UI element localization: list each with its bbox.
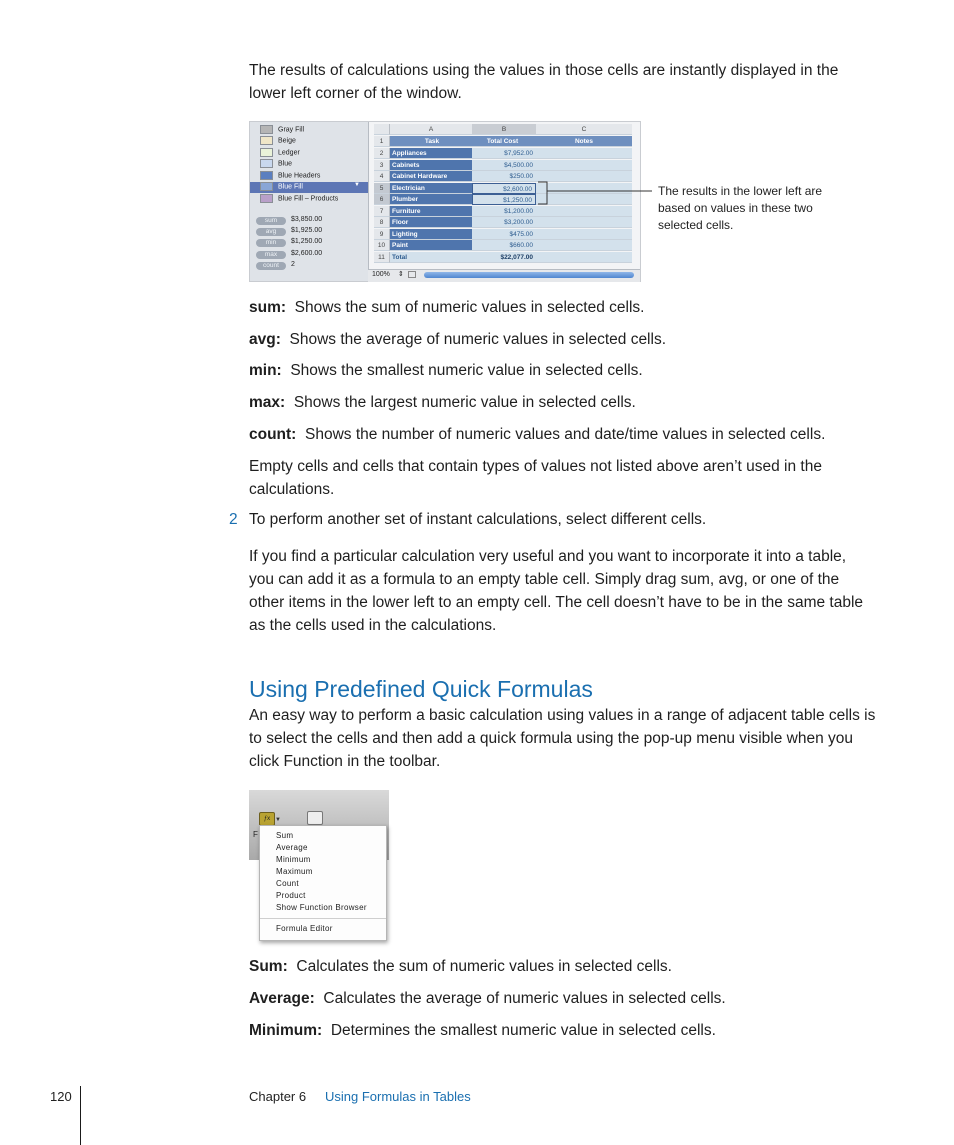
chevron-down-icon: ▼ bbox=[275, 817, 281, 823]
menu-item-show-function-browser[interactable]: Show Function Browser bbox=[276, 903, 367, 912]
notes-cell bbox=[536, 252, 632, 263]
footer-chapter: Chapter 6 bbox=[249, 1089, 307, 1104]
menu-item-minimum[interactable]: Minimum bbox=[276, 855, 311, 864]
status-bar bbox=[368, 269, 640, 282]
row-number: 6 bbox=[374, 194, 390, 205]
task-cell: Furniture bbox=[390, 206, 472, 217]
function-icon: ƒx bbox=[259, 812, 275, 826]
calc-label-max: max bbox=[256, 251, 286, 259]
page-icon bbox=[408, 271, 416, 278]
definition-average-formula: Average: Calculates the average of numeric values in selected cells. bbox=[249, 990, 726, 1007]
task-cell: Lighting bbox=[390, 229, 472, 240]
task-cell: Paint bbox=[390, 240, 472, 251]
definition-max: max: Shows the largest numeric value in selected cells. bbox=[249, 394, 636, 411]
footer-chapter-title: Using Formulas in Tables bbox=[325, 1089, 471, 1104]
task-cell: Cabinet Hardware bbox=[390, 171, 472, 182]
calc-label-count: count bbox=[256, 262, 286, 270]
cost-cell: $4,500.00 bbox=[472, 160, 536, 171]
cost-cell: $475.00 bbox=[472, 229, 536, 240]
cost-cell: $1,200.00 bbox=[472, 206, 536, 217]
menu-item-sum[interactable]: Sum bbox=[276, 831, 294, 840]
swatch-icon bbox=[260, 148, 273, 157]
calc-label-sum: sum bbox=[256, 217, 286, 225]
cost-cell: $22,077.00 bbox=[472, 252, 536, 263]
calc-value-max: $2,600.00 bbox=[291, 250, 323, 257]
empty-cells-note: Empty cells and cells that contain types of values not listed above aren’t used in the calculations. bbox=[249, 458, 822, 498]
task-cell: Electrician bbox=[390, 183, 472, 194]
header-notes: Notes bbox=[536, 136, 632, 147]
definition-minimum-formula: Minimum: Determines the smallest numeric value in selected cells. bbox=[249, 1022, 716, 1039]
task-cell: Appliances bbox=[390, 148, 472, 159]
step-text: To perform another set of instant calculations, select different cells. bbox=[249, 511, 707, 528]
calc-value-min: $1,250.00 bbox=[291, 238, 323, 245]
find-paragraph: If you find a particular calculation very useful and you want to incorporate it into a table, you can add it as a formula to an empty table cell. Simply drag sum, avg, or one of the other items in the lower left to an empty cell. The cell doesn’t have to be in the same table as the cells used in the calculations. bbox=[249, 548, 864, 634]
column-header-a: A bbox=[390, 124, 472, 135]
section-intro: An easy way to perform a basic calculation using values in a range of adjacent table cells is to select the cells and then add a quick formula using the pop-up menu visible when you click Function in the toolbar. bbox=[249, 707, 876, 770]
calc-value-count: 2 bbox=[291, 261, 295, 268]
zoom-stepper-icon: ⇕ bbox=[398, 271, 404, 278]
calc-label-avg: avg bbox=[256, 228, 286, 236]
function-menu-screenshot bbox=[249, 790, 389, 940]
swatch-icon bbox=[260, 194, 273, 203]
callout-line bbox=[534, 180, 654, 210]
dropdown-arrow-icon: ▼ bbox=[354, 182, 360, 188]
style-item: Ledger bbox=[260, 148, 300, 159]
notes-cell bbox=[536, 160, 632, 171]
row-number: 2 bbox=[374, 148, 390, 159]
page-number: 120 bbox=[50, 1089, 72, 1104]
row-number: 4 bbox=[374, 171, 390, 182]
cost-cell: $7,952.00 bbox=[472, 148, 536, 159]
definition-min: min: Shows the smallest numeric value in selected cells. bbox=[249, 362, 643, 379]
menu-item-formula-editor[interactable]: Formula Editor bbox=[276, 924, 333, 933]
function-popup-menu bbox=[259, 825, 387, 941]
swatch-icon bbox=[260, 159, 273, 168]
row-number: 5 bbox=[374, 183, 390, 194]
row-number: 1 bbox=[374, 136, 390, 147]
calc-value-sum: $3,850.00 bbox=[291, 216, 323, 223]
style-item: Blue Fill – Products bbox=[260, 194, 338, 205]
menu-item-average[interactable]: Average bbox=[276, 843, 308, 852]
row-number: 11 bbox=[374, 252, 390, 263]
zoom-level: 100% bbox=[372, 271, 390, 278]
row-number: 9 bbox=[374, 229, 390, 240]
intro-paragraph: The results of calculations using the values in those cells are instantly displayed in the lower left corner of the window. bbox=[249, 62, 839, 102]
menu-item-count[interactable]: Count bbox=[276, 879, 299, 888]
definition-count: count: Shows the number of numeric values and date/time values in selected cells. bbox=[249, 426, 826, 443]
style-item-selected: Blue Fill ▼ bbox=[250, 182, 368, 193]
swatch-icon bbox=[260, 125, 273, 134]
task-cell: Plumber bbox=[390, 194, 472, 205]
section-heading: Using Predefined Quick Formulas bbox=[249, 676, 593, 702]
column-header-b: B bbox=[472, 124, 536, 135]
column-header-c: C bbox=[536, 124, 632, 135]
notes-cell bbox=[536, 217, 632, 228]
notes-cell bbox=[536, 229, 632, 240]
selected-cost-cell: $2,600.00 bbox=[472, 183, 536, 194]
comment-icon bbox=[307, 811, 323, 825]
calc-label-min: min bbox=[256, 239, 286, 247]
row-number: 10 bbox=[374, 240, 390, 251]
definition-avg: avg: Shows the average of numeric values in selected cells. bbox=[249, 331, 667, 348]
step-number: 2 bbox=[229, 511, 238, 528]
swatch-icon bbox=[260, 171, 273, 180]
task-cell: Cabinets bbox=[390, 160, 472, 171]
style-item: Blue bbox=[260, 159, 292, 170]
cost-cell: $250.00 bbox=[472, 171, 536, 182]
cost-cell: $660.00 bbox=[472, 240, 536, 251]
styles-sidebar bbox=[250, 122, 369, 281]
cost-cell: $3,200.00 bbox=[472, 217, 536, 228]
style-item: Beige bbox=[260, 136, 296, 147]
footer-divider bbox=[80, 1086, 81, 1145]
function-label-fragment: F bbox=[253, 830, 258, 839]
calc-value-avg: $1,925.00 bbox=[291, 227, 323, 234]
selected-cost-cell: $1,250.00 bbox=[472, 194, 536, 205]
notes-cell bbox=[536, 148, 632, 159]
menu-divider bbox=[260, 918, 386, 919]
swatch-icon bbox=[260, 136, 273, 145]
row-number: 3 bbox=[374, 160, 390, 171]
row-number: 8 bbox=[374, 217, 390, 228]
task-cell: Total bbox=[390, 252, 472, 263]
definition-sum-formula: Sum: Calculates the sum of numeric values in selected cells. bbox=[249, 958, 672, 975]
header-task: Task bbox=[390, 136, 472, 147]
callout-text: The results in the lower left are based on values in these two selected cells. bbox=[658, 184, 823, 232]
menu-item-maximum[interactable]: Maximum bbox=[276, 867, 313, 876]
header-total-cost: Total Cost bbox=[472, 136, 536, 147]
definition-sum: sum: Shows the sum of numeric values in selected cells. bbox=[249, 299, 645, 316]
menu-item-product[interactable]: Product bbox=[276, 891, 306, 900]
scrollbar bbox=[424, 272, 634, 278]
swatch-icon bbox=[260, 182, 273, 191]
style-item: Gray Fill bbox=[260, 125, 304, 136]
notes-cell bbox=[536, 240, 632, 251]
style-item: Blue Headers bbox=[260, 171, 320, 182]
row-number: 7 bbox=[374, 206, 390, 217]
task-cell: Floor bbox=[390, 217, 472, 228]
